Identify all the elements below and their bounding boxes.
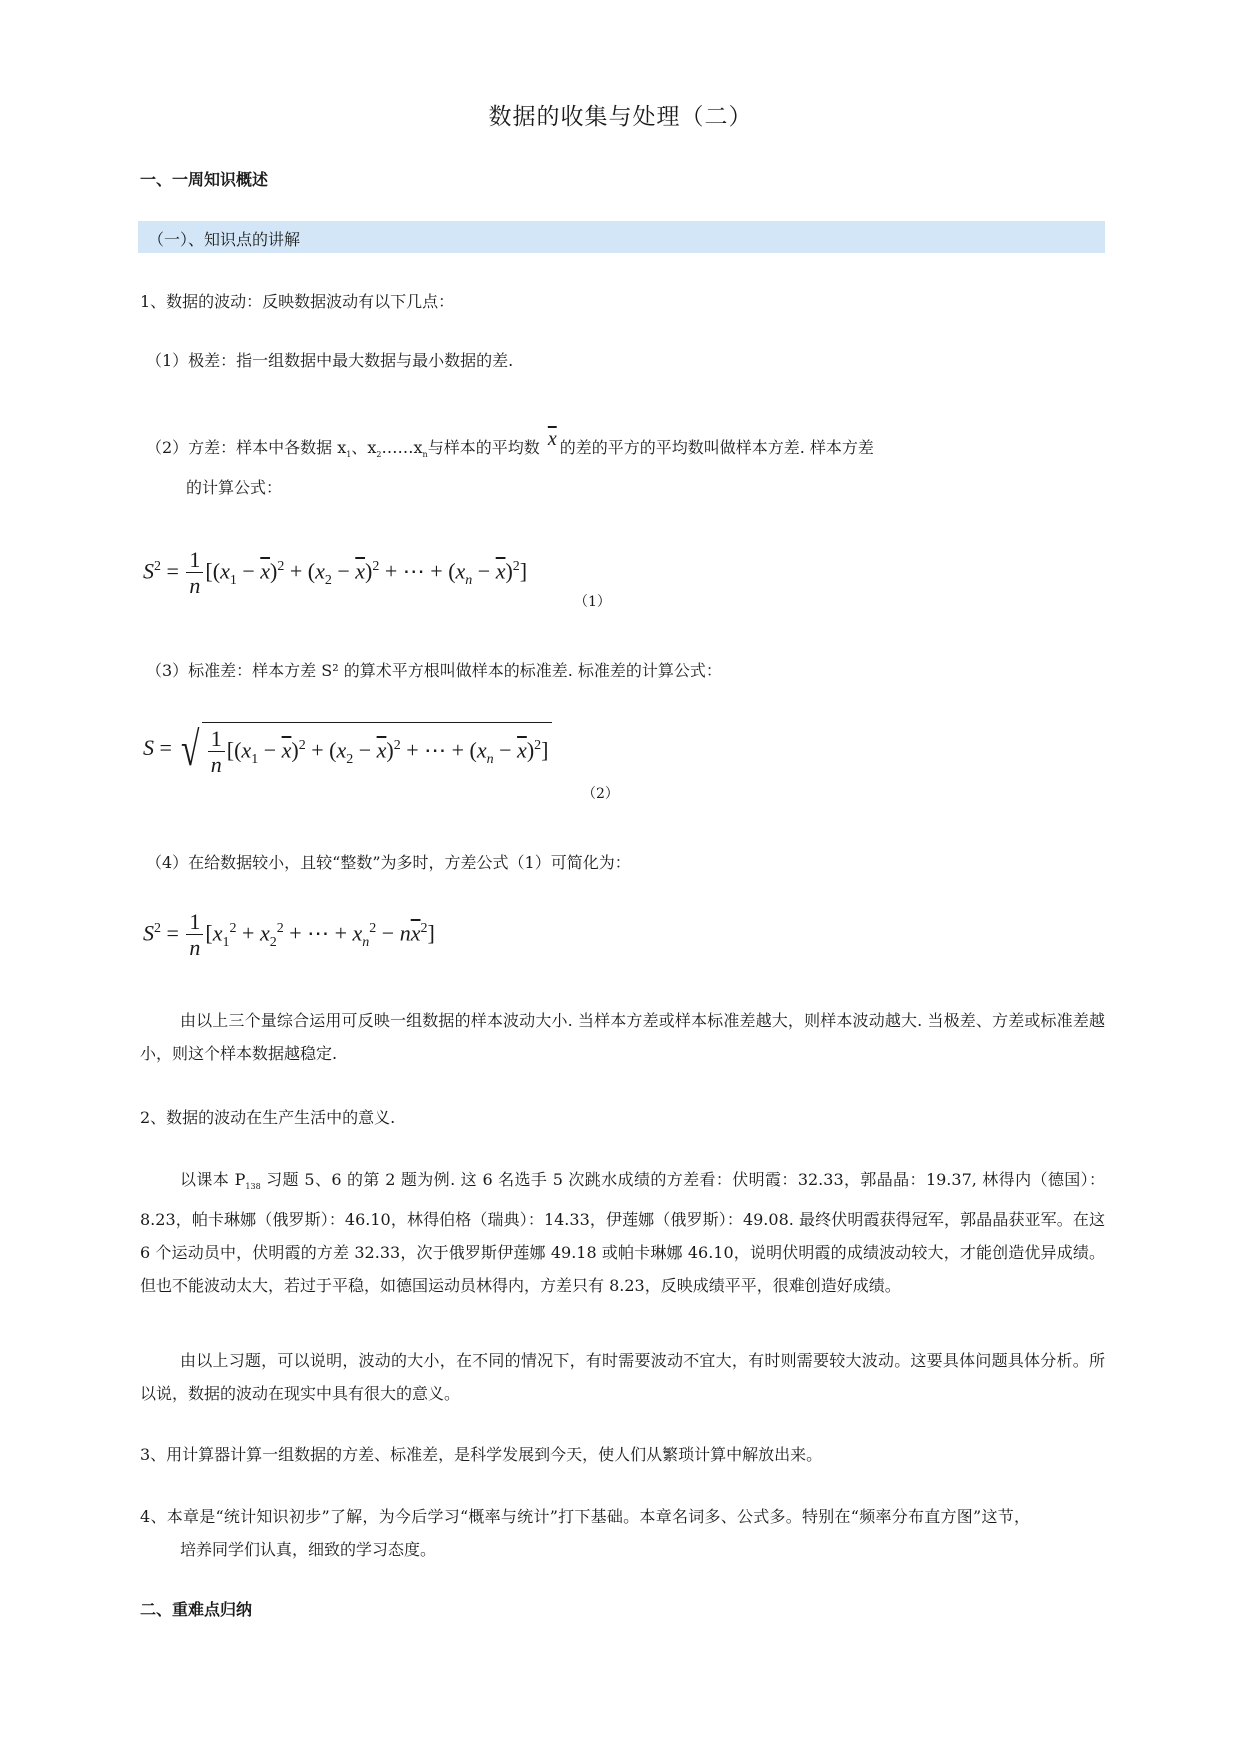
- variance-text-1: （2）方差：样本中各数据 x: [146, 438, 347, 457]
- variance-text-5: 的差的平方的平均数叫做样本方差. 样本方差: [559, 438, 874, 457]
- item-1-variance-line2: 的计算公式：: [186, 478, 283, 497]
- item-1-std-dev: （3）标准差：样本方差 S² 的算术平方根叫做样本的标准差. 标准差的计算公式：: [146, 661, 722, 680]
- formula-1-number: （1）: [574, 594, 611, 610]
- subsection-title: （一）、知识点的讲解: [148, 230, 301, 249]
- item-1-variance: （2）方差：样本中各数据 $x_1$、$x_2\dots\dots x_n$与样本的平均数 $\overline{x}$ 的差的平方的平均数叫做样本方差. 样本方差: [146, 428, 874, 460]
- item-3: 3、用计算器计算一组数据的方差、标准差，是科学发展到今天，使人们从繁琐计算中解放出来。: [140, 1445, 823, 1464]
- item-1-simplified: （4）在给数据较小，且较“整数”为多时，方差公式（1）可简化为：: [146, 853, 631, 872]
- example-prefix: 以课本 P: [180, 1170, 246, 1189]
- section-heading-overview: 一、一周知识概述: [140, 170, 269, 189]
- example-body: 习题 5、6 的第 2 题为例. 这 6 名选手 5 次跳水成绩的方差看：伏明霞：32.33，郭晶晶：19.37, 林得内（德国）：8.23，帕卡琳娜（俄罗斯）：46.10，林得伯格（瑞典）：14.33，伊莲娜（俄罗斯）：49.08. 最终伏明霞获得冠军，郭晶晶获亚军。在这 6 个运动员中，伏明霞的方差 32.33，次于俄罗斯伊莲娜 49.18 或帕卡琳娜 46.10，说明伏明霞的成绩波动较大，才能创造优异成绩。但也不能波动太大，若过于平稳，如德国运动员林得内，方差只有 8.23，反映成绩平平，很难创造好成绩。: [140, 1170, 1106, 1296]
- variance-text-3: ……x: [381, 438, 423, 457]
- formula-std-dev: S = √ $\frac{1}{n}$ [$(x_1 - \overline{x})^2 + (x_2 - \overline{x})^2$ + ⋯ + $(x_n - \overline{x})^2$]: [143, 720, 552, 780]
- variance-text-2: 、x: [351, 438, 377, 457]
- mean-symbol: $\overline{x}$: [547, 428, 557, 450]
- item-1-range: （1）极差：指一组数据中最大数据与最小数据的差.: [146, 351, 514, 370]
- paragraph-conclusion: 由以上习题，可以说明，波动的大小，在不同的情况下，有时需要波动不宜大，有时则需要较大波动。这要具体问题具体分析。所以说，数据的波动在现实中具有很大的意义。: [140, 1351, 1105, 1403]
- page-title: 数据的收集与处理（二）: [488, 104, 753, 130]
- variance-text-4: 与样本的平均数: [427, 438, 540, 457]
- formula-variance: $S^2$ = $\frac{1}{n}$ [$(x_1 - \overline{x})^2 + (x_2 - \overline{x})^2$ + ⋯ + $(x_n - \overline{x})^2$]: [143, 547, 528, 598]
- paragraph-example: [140, 1163, 1105, 1302]
- formula-2-number: （2）: [582, 786, 619, 802]
- example-page-number: 138: [245, 1182, 261, 1192]
- subsection-band: [138, 221, 1105, 253]
- item-2: 2、数据的波动在生产生活中的意义.: [140, 1108, 396, 1127]
- item-4: 4、本章是“统计知识初步”了解，为今后学习“概率与统计”打下基础。本章名词多、公式多。特别在“频率分布直方图”这节，培养同学们认真，细致的学习态度。: [140, 1507, 1030, 1559]
- section-heading-key-points: 二、重难点归纳: [140, 1600, 253, 1619]
- item-1: 1、数据的波动：反映数据波动有以下几点：: [140, 292, 455, 311]
- formula-simplified-variance: $S^2$ = $\frac{1}{n}$ [$x_1^2 + x_2^2$ + ⋯ + $x_n^2 - n\overline{x}^2$]: [143, 909, 435, 960]
- paragraph-summary: 由以上三个量综合运用可反映一组数据的样本波动大小. 当样本方差或样本标准差越大，则样本波动越大. 当极差、方差或标准差越小，则这个样本数据越稳定.: [140, 1011, 1105, 1063]
